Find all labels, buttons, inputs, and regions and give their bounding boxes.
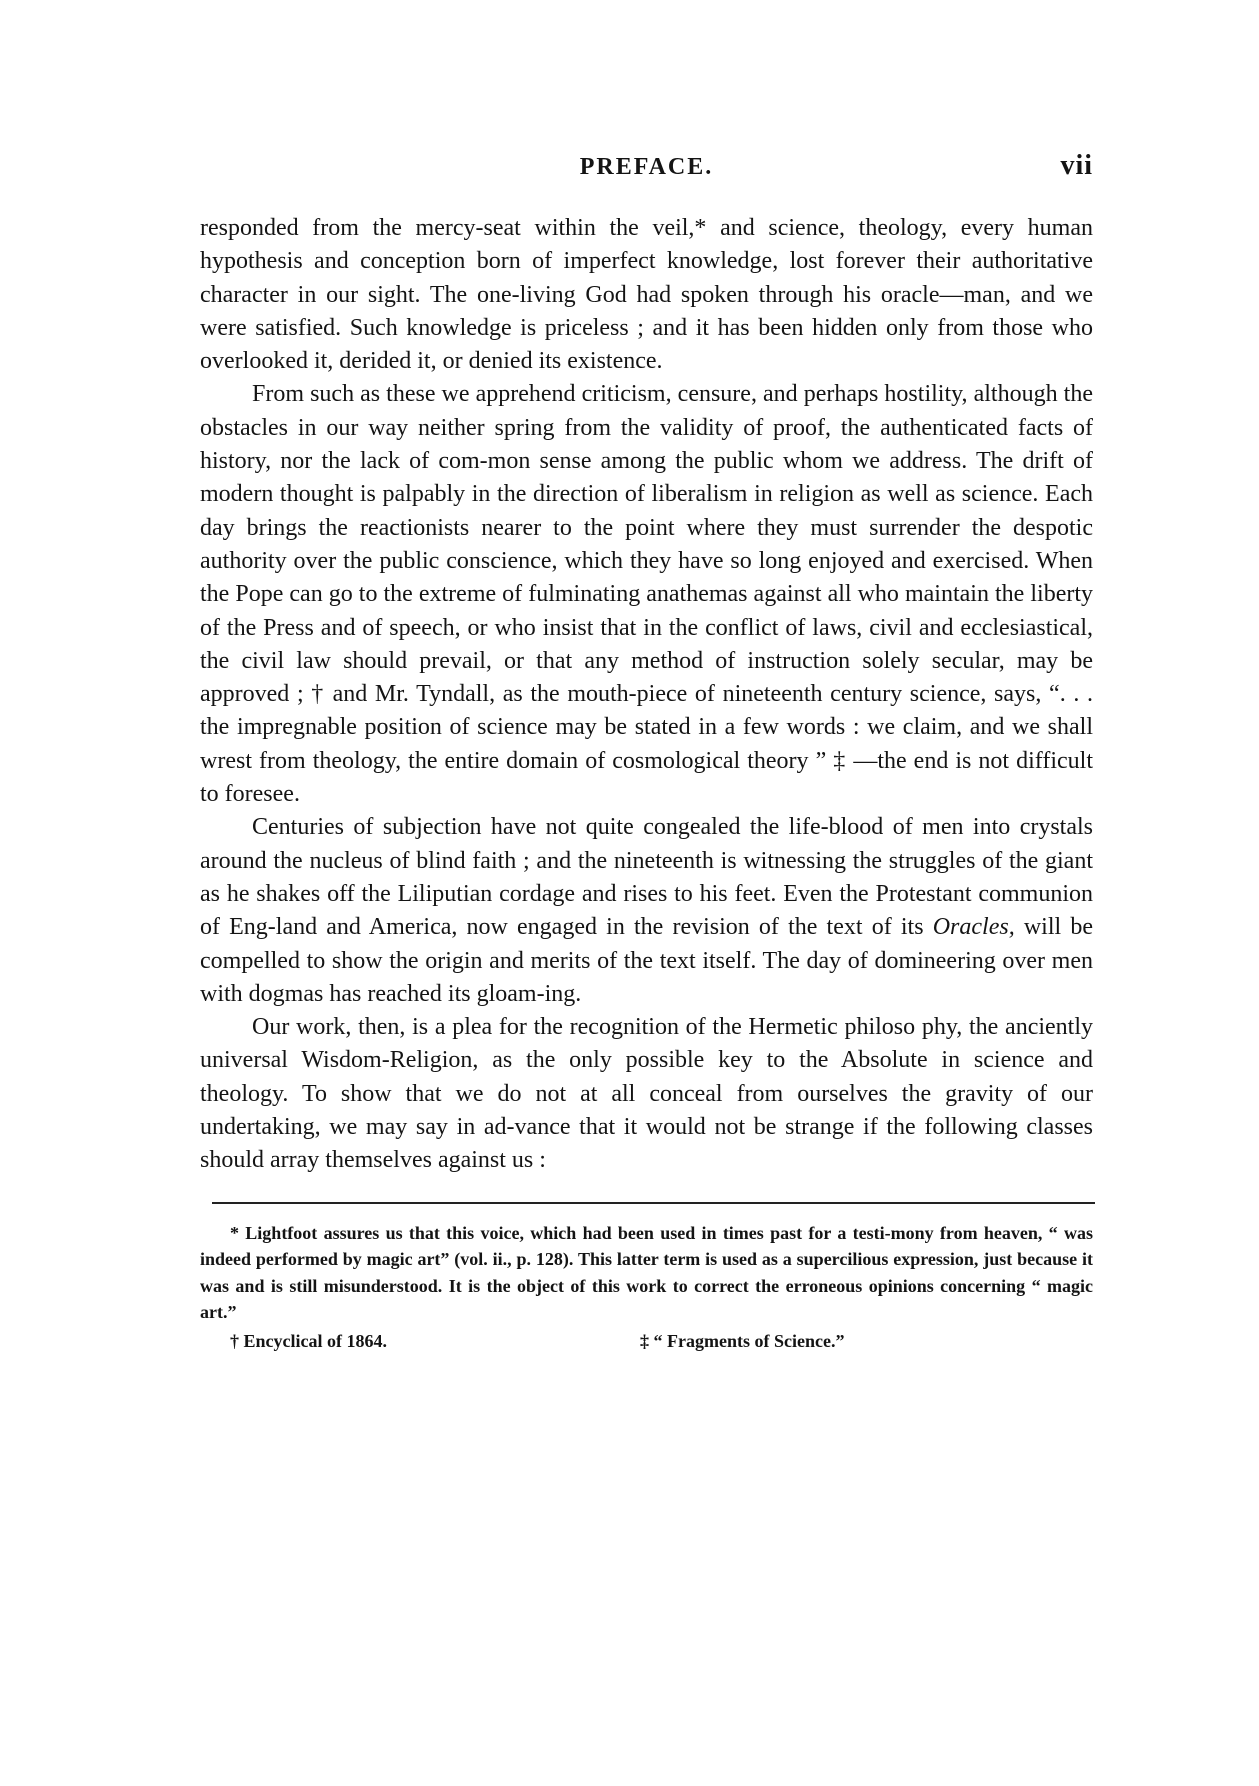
- footnote-divider: [212, 1202, 1095, 1204]
- paragraph-2: From such as these we apprehend criticism, censure, and perhaps hostility, although the obstacles in our way neither spring from the validity of proof, the authenticated facts of history, nor the lack of com-mon sense among the public whom we address. The drift of modern thought is palpably in the direction of liberalism in religion as well as science. Each day brings the reactionists nearer to the point where they must surrender the despotic authority over the public conscience, which they have so long enjoyed and exercised. When the Pope can go to the extreme of fulminating anathemas against all who maintain the liberty of the Press and of speech, or who insist that in the conflict of laws, civil and ecclesiastical, the civil law should prevail, or that any method of instruction solely secular, may be approved ; † and Mr. Tyndall, as the mouth-piece of nineteenth century science, says, “. . . the impregnable position of science may be stated in a few words : we claim, and we shall wrest from theology, the entire domain of cosmological theory ” ‡ —the end is not difficult to foresee.: [200, 381, 1093, 808]
- page-header: [200, 150, 1093, 190]
- footnote-double-dagger: ‡ “ Fragments of Science.”: [640, 1330, 845, 1351]
- paragraph-1: responded from the mercy-seat within the veil,* and science, theology, every human hypothesis and conception born of imperfect knowledge, lost forever their authoritative character in our sight. The one-living God had spoken through his oracle—man, and we were satisfied. Such knowledge is priceless ; and it has been hidden only from those who overlooked it, derided it, or denied its existence.: [200, 215, 1093, 375]
- oracles-italic: Oracles,: [932, 914, 1015, 941]
- body-text: [200, 212, 1093, 1178]
- page-number: vii: [1060, 150, 1093, 181]
- running-head: PREFACE.: [579, 154, 714, 180]
- footnotes: [200, 1220, 1093, 1355]
- paragraph-3: [200, 811, 1093, 1011]
- paragraph-3-text-b: will be compelled to show the origin and merits of the text itself. The day of domineering over men with dogmas has reached its gloam-ing.: [200, 914, 1093, 1007]
- book-page: [200, 150, 1093, 1354]
- paragraph-3-text-a: Centuries of subjection have not quite congealed the life-blood of men into crystals around the nucleus of blind faith ; and the nineteenth is witnessing the struggles of the giant as he shakes off the Liliputian cordage and rises to his feet. Even the Protestant communion of Eng-land and America, now engaged in the revision of the text of its: [200, 814, 1093, 941]
- footnote-row: [200, 1328, 1093, 1355]
- footnote-star: * Lightfoot assures us that this voice, which had been used in times past for a testi-mony from heaven, “ was indeed performed by magic art” (vol. ii., p. 128). This latter term is used as a supercilious expression, just because it was and is still misunderstood. It is the object of this work to correct the erroneous opinions concerning “ magic art.”: [200, 1222, 1093, 1323]
- paragraph-4: Our work, then, is a plea for the recognition of the Hermetic philoso phy, the anciently universal Wisdom-Religion, as the only possible key to the Absolute in science and theology. To show that we do not at all conceal from ourselves the gravity of our undertaking, we may say in ad-vance that it would not be strange if the following classes should array themselves against us :: [200, 1014, 1093, 1174]
- footnote-dagger: † Encyclical of 1864.: [230, 1330, 387, 1351]
